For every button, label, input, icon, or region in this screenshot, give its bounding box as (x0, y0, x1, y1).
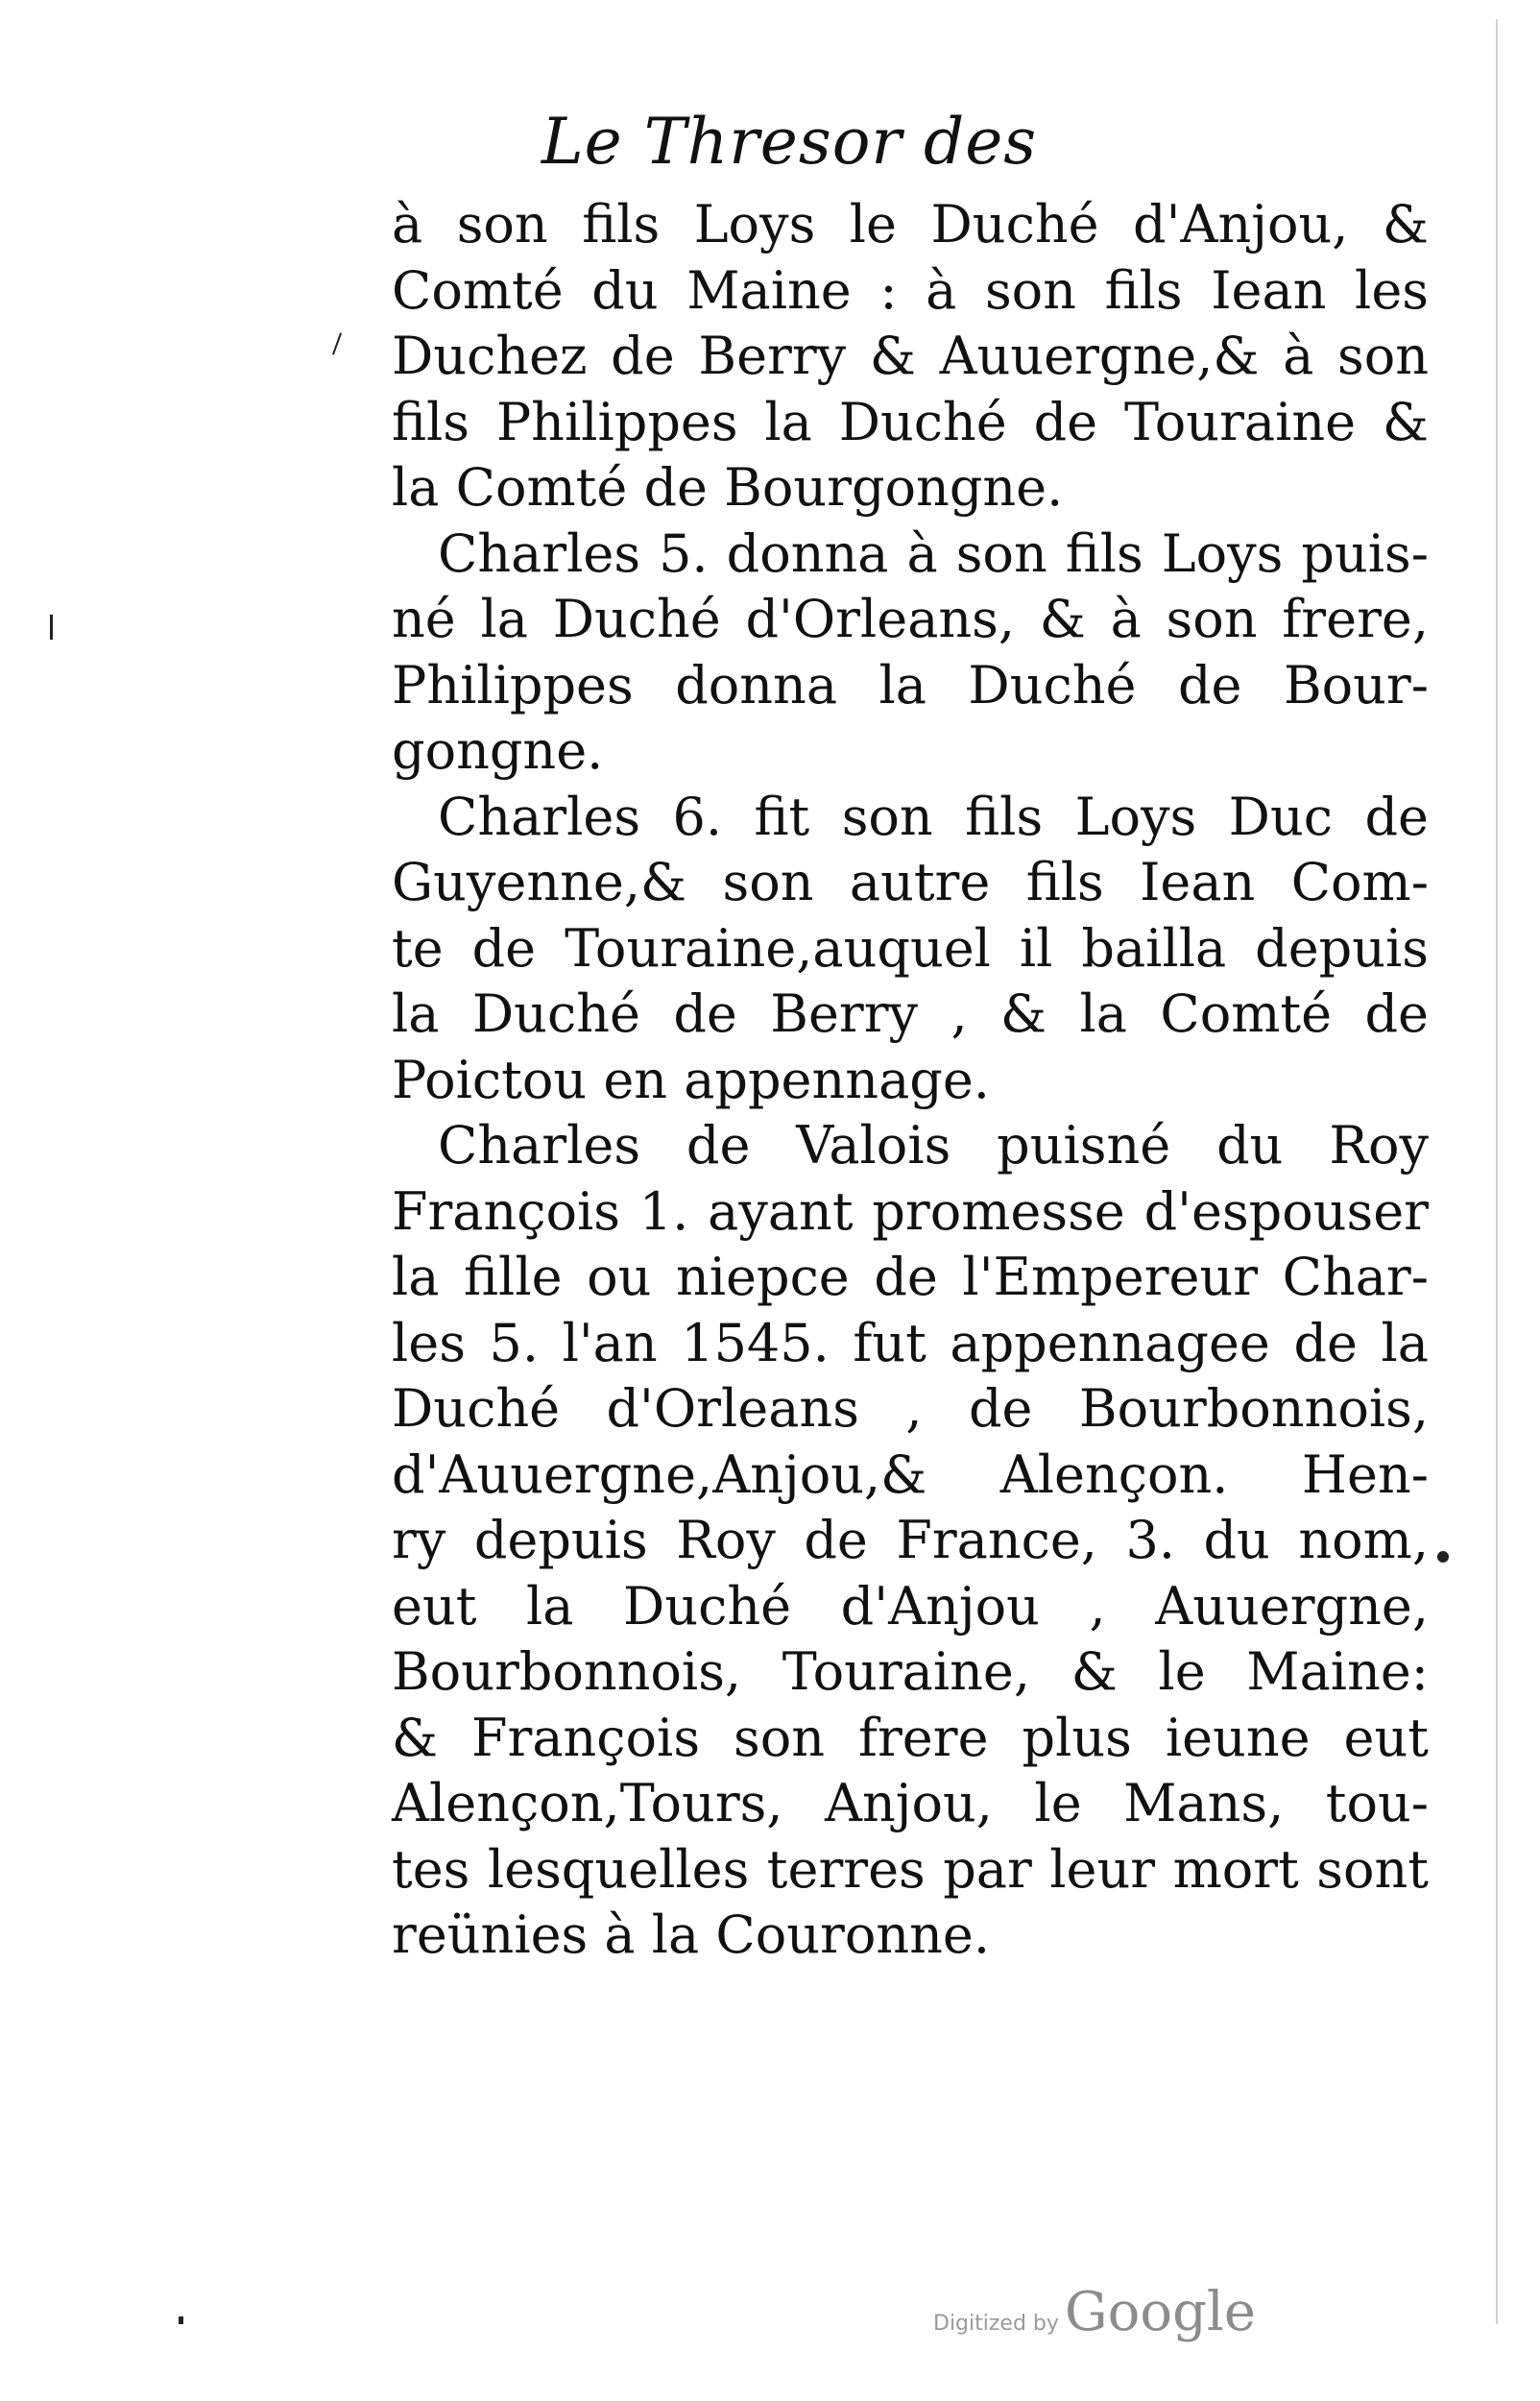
text-line: tes lesquelles terres par leur mort sont (392, 1838, 1429, 1900)
text-line: Philippes donna la Duché de Bour- (392, 654, 1429, 715)
text-line: Charles 6. fit son fils Loys Duc de (438, 786, 1429, 847)
text-line: fils Philippes la Duché de Touraine & (392, 391, 1429, 452)
text-line: & François son frere plus ieune eut (392, 1707, 1429, 1768)
text-line: Alençon,Tours, Anjou, le Mans, tou- (392, 1773, 1429, 1833)
text-line: Charles 5. donna à son fils Loys puis- (438, 522, 1429, 584)
text-block (392, 192, 1429, 1969)
text-line: né la Duché d'Orleans, & à son frere, (392, 589, 1429, 649)
text-line: eut la Duché d'Anjou , Auuergne, (392, 1575, 1429, 1637)
scan-speck (50, 615, 53, 640)
watermark-prefix: Digitized by (933, 2312, 1059, 2336)
paragraph-1 (392, 192, 1429, 521)
text-line: les 5. l'an 1545. fut appennagee de la (392, 1312, 1429, 1373)
text-line: reünies à la Couronne. (392, 1904, 991, 1965)
text-line: François 1. ayant promesse d'espouser (392, 1180, 1429, 1242)
text-line: Duché d'Orleans , de Bourbonnois, (392, 1378, 1429, 1439)
paragraph-4 (392, 1113, 1429, 1969)
text-line: la Duché de Berry , & la Comté de (392, 983, 1429, 1044)
text-line: Bourbonnois, Touraine, & le Maine: (392, 1641, 1429, 1702)
google-logo: Google (1064, 2281, 1256, 2343)
running-head: Le Thresor des (541, 105, 1038, 179)
text-line: Poictou en appennage. (392, 1049, 990, 1110)
text-line: Charles de Valois puisné du Roy (438, 1115, 1429, 1176)
digitized-by-google-watermark (933, 2281, 1256, 2343)
paragraph-2 (392, 521, 1429, 785)
text-line: d'Auuergne,Anjou,& Alençon. Hen- (392, 1443, 1429, 1505)
text-line: la fille ou niepce de l'Empereur Char- (392, 1247, 1429, 1307)
text-line: ry depuis Roy de France, 3. du nom, (392, 1510, 1429, 1570)
scan-speck (179, 2316, 183, 2324)
scan-speck (1496, 19, 1498, 2324)
scan-speck (1437, 1551, 1449, 1563)
paragraph-3 (392, 785, 1429, 1114)
text-line: Duchez de Berry & Auuergne,& à son (392, 326, 1429, 386)
text-line: gongne. (392, 720, 604, 781)
text-line: te de Touraine,auquel il bailla depuis (392, 917, 1429, 979)
text-line: à son fils Loys le Duché d'Anjou, & (392, 194, 1429, 255)
scan-speck (332, 332, 342, 354)
text-line: Guyenne,& son autre fils Iean Com- (392, 852, 1429, 912)
text-line: Comté du Maine : à son fils Iean les (392, 259, 1429, 321)
text-line: la Comté de Bourgongne. (392, 457, 1064, 518)
